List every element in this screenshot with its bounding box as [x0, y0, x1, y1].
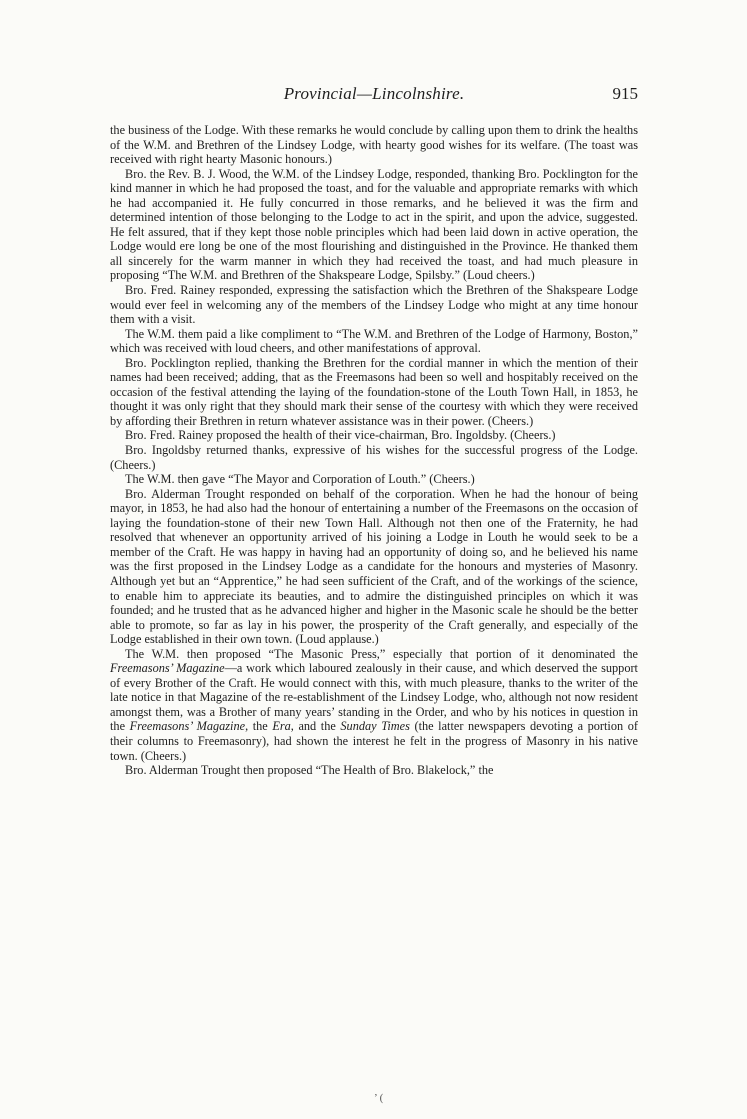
paragraph: The W.M. then gave “The Mayor and Corporation of Louth.” (Cheers.) — [125, 472, 475, 487]
running-title: Provincial—Lincolnshire. — [283, 84, 465, 103]
paragraph: Bro. Fred. Rainey proposed the health of their vice-chairman, Bro. Ingoldsby. (Cheers.) — [125, 428, 556, 443]
paragraph: Bro. Alderman Trought then proposed “The Health of Bro. Blakelock,” the — [125, 763, 494, 778]
running-head — [110, 84, 638, 106]
paragraph: the business of the Lodge. With these remarks he would conclude by calling upon them to drink the healths of the W.M. and Brethren of the Lindsey Lodge, with hearty good wishes for its welfare. (The toast was received with right hearty Masonic honours.) — [110, 123, 638, 167]
paragraph: Bro. the Rev. B. J. Wood, the W.M. of the Lindsey Lodge, responded, thanking Bro. Pocklington for the kind manner in which he had proposed the toast, and for the valuable and appropriate remarks with which he had accompanied it. He fully concurred in those remarks, and he believed it was the firm and determined intention of those belonging to the Lodge to act in the spirit, and upon the advice, suggested. He felt assured, that if they kept those noble principles which had been laid down in active operation, the Lodge would ere long be one of the most flourishing and distinguished in the Province. He thanked them all sincerely for the warm manner in which they had received the toast, and had much pleasure in proposing “The W.M. and Brethren of the Shakspeare Lodge, Spilsby.” (Loud cheers.) — [110, 166, 638, 283]
paragraph: The W.M. them paid a like compliment to “The W.M. and Brethren of the Lodge of Harmony, Boston,” which was received with loud cheers, and other manifestations of approval. — [110, 326, 638, 356]
paragraph: Bro. Ingoldsby returned thanks, expressive of his wishes for the successful progress of the Lodge. (Cheers.) — [110, 443, 638, 472]
footer-mark: ’ ( — [374, 1092, 384, 1104]
body-text — [110, 123, 638, 778]
paragraph: Bro. Pocklington replied, thanking the Brethren for the cordial manner in which the mention of their names had been received; adding, that as the Freemasons had been so well and hospitably received on the occasion of the festival attending the laying of the foundation-stone of the Louth Town Hall, in 1853, he thought it was only right that they should mark their sense of the courtesy with which they were received by affording their Brethren in return whatever assistance was in their power. (Cheers.) — [110, 355, 638, 428]
paragraph: Bro. Fred. Rainey responded, expressing the satisfaction which the Brethren of the Shakspeare Lodge would ever feel in welcoming any of the members of the Lindsey Lodge who might at any time honour them with a visit. — [110, 283, 638, 327]
paragraph: Bro. Alderman Trought responded on behalf of the corporation. When he had the honour of being mayor, in 1853, he had also had the honour of entertaining a number of the Freemasons on the occasion of laying the foundation-stone of their new Town Hall. Although not then one of the Fraternity, he had resolved that whenever an opportunity arrived of his joining a Lodge in Louth he would seek to be a member of the Craft. He was happy in having had an opportunity of doing so, and he believed his name was the first proposed in the Lindsey Lodge as a candidate for the honours and mysteries of Masonry. Although yet but an “Apprentice,” he had seen sufficient of the Craft, and of the workings of the science, to enable him to appreciate its beauties, and to admire the distinguished principles on which it was founded; and he trusted that as he advanced higher and higher in the Masonic scale he should be the better able to promote, so far as lay in his power, the prosperity of the Craft generally, and especially of the Lodge established in their own town. (Loud applause.) — [110, 486, 638, 647]
page-number: 915 — [612, 84, 638, 103]
paragraph: The W.M. then proposed “The Masonic Press,” especially that portion of it denominated the Freemasons’ Magazine—a work which laboured zealously in their cause, and which deserved the support of every Brother of the Craft. He would connect with this, with much pleasure, thanks to the writer of the late notice in that Magazine of the re-establishment of the Lindsey Lodge, who, although not now resident amongst them, was a Brother of many years’ standing in the Order, and who by his notices in question in the Freemasons’ Magazine, the Era, and the Sunday Times (the latter newspapers devoting a portion of their columns to Freemasonry), had shown the interest he felt in the progress of Masonry in his native town. (Cheers.) — [110, 646, 638, 763]
